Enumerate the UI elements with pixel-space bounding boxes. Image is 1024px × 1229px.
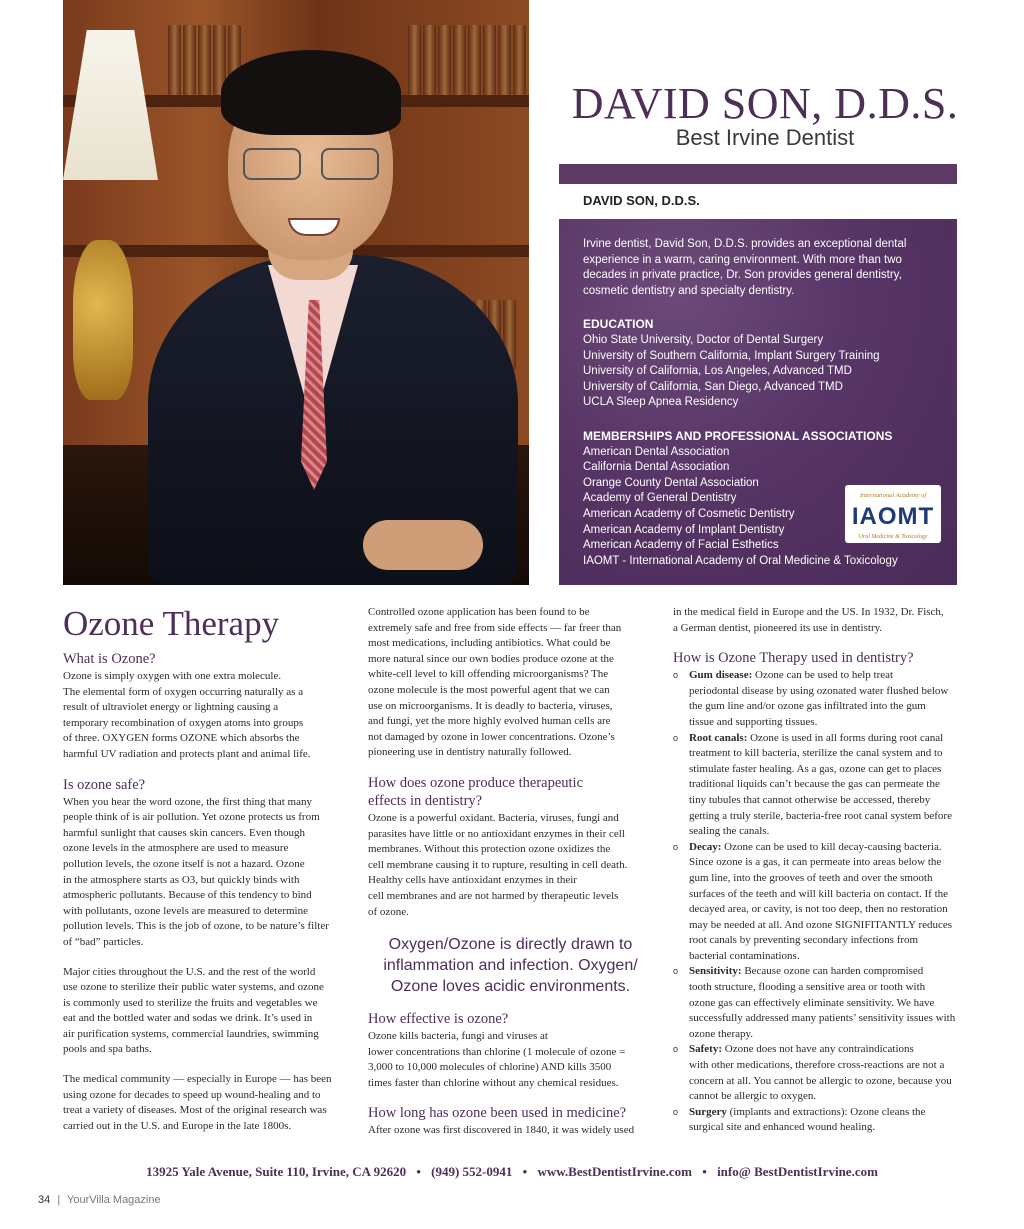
use-item-sensitivity (673, 964, 960, 1042)
use-text: Ozone can be used to help treat (752, 669, 894, 682)
spacer (63, 763, 348, 777)
spacer (63, 1058, 348, 1072)
use-label: Gum disease: (689, 669, 753, 682)
use-text: Ozone is used in all forms during root canal (747, 731, 944, 744)
use-text: sealing the canals. (689, 825, 770, 838)
use-text: getting a truly sterile, bacteria-free root canal system before (689, 809, 952, 822)
text-line: treat a variety of diseases. Most of the original research was (63, 1104, 327, 1117)
text-line: extremely safe and free from side effects — far freer than (368, 621, 622, 634)
membership-item: American Academy of Implant Dentistry (583, 523, 785, 536)
text-line: air purification systems, commercial laundries, swimming (63, 1027, 319, 1040)
text-line: times faster than chlorine without any chemical residues. (368, 1076, 619, 1089)
page-number: 34 (38, 1194, 51, 1206)
books-top-right (408, 25, 526, 95)
use-item-gum-disease (673, 668, 960, 730)
text-line: more natural since our own bodies produce ozone at the (368, 652, 614, 665)
hair (221, 50, 401, 135)
text-line: pioneering use in dentistry naturally followed. (368, 746, 572, 759)
text-line: ozone molecule is the most powerful agent that we can (368, 683, 610, 696)
use-label: Safety: (689, 1043, 722, 1056)
lamp-shade (63, 30, 158, 180)
use-text: stimulate faster healing. As a gas, ozone can get to places (689, 762, 942, 775)
text-line: The elemental form of oxygen occurring naturally as a (63, 685, 304, 698)
use-text: ozone therapy. (689, 1027, 754, 1040)
text-line: membranes. Without this protection ozone oxidizes the (368, 843, 611, 856)
pull-quote-line: Ozone loves acidic environments. (390, 978, 631, 996)
text-line: pools and spa baths. (63, 1043, 152, 1056)
text-line: Ozone is a powerful oxidant. Bacteria, viruses, fungi and (368, 811, 619, 824)
text-line: a German dentist, pioneered its use in dentistry. (673, 621, 883, 634)
use-label: Sensitivity: (689, 965, 742, 978)
article-column-3 (673, 605, 960, 1136)
text-line: is commonly used to sterilize the fruits and vegetables we (63, 996, 318, 1009)
text-line: Controlled ozone application has been found to be (368, 606, 590, 618)
memberships-heading: MEMBERSHIPS AND PROFESSIONAL ASSOCIATIONS (583, 428, 893, 443)
what-heading: What is Ozone? (63, 651, 156, 667)
text-line: white-cell level to kill offending microorganisms? The (368, 668, 609, 681)
footer-phone[interactable]: (949) 552-0941 (431, 1164, 513, 1179)
footer-separator: • (522, 1164, 528, 1179)
text-line: in the medical field in Europe and the US. In 1932, Dr. Fisch, (673, 606, 944, 618)
text-line: harmful sunlight that causes skin cancers. Even though (63, 826, 305, 839)
purple-band (559, 164, 957, 184)
bio-name: DAVID SON, D.D.S. (583, 193, 700, 208)
text-line: Ozone kills bacteria, fungi and viruses at (368, 1030, 548, 1043)
therapeutic-heading-line: How does ozone produce therapeutic (368, 774, 584, 791)
text-line: lower concentrations than chlorine (1 molecule of ozone = (368, 1045, 626, 1058)
use-text: Since ozone is a gas, it can permeate into areas below the (689, 856, 942, 869)
use-text: (implants and extractions): Ozone cleans the (726, 1105, 926, 1118)
education-item: Ohio State University, Doctor of Dental Surgery (583, 333, 824, 346)
use-text: decayed area, or cavity, is not too deep, then no restoration (689, 903, 948, 916)
use-text: periodontal disease by using ozonated water flushed below (689, 684, 949, 697)
use-text: the gum line and/or ozone gas infiltrated into the gum (689, 700, 926, 713)
therapeutic-heading-line: effects in dentistry? (368, 792, 483, 809)
use-label: Decay: (689, 840, 722, 853)
text-line: ozone levels in the atmosphere are used to measure (63, 842, 289, 855)
pull-quote-line: inflammation and infection. Oxygen/ (383, 957, 638, 975)
footer-website[interactable]: www.BestDentistIrvine.com (537, 1164, 692, 1179)
text-line: use on microorganisms. It is deadly to bacteria, viruses, (368, 699, 613, 712)
use-text: Because ozone can harden compromised (741, 965, 924, 978)
education-list (583, 333, 933, 411)
education-item: University of California, Los Angeles, Advanced TMD (583, 365, 852, 378)
footer-separator: • (702, 1164, 707, 1179)
glasses (243, 148, 383, 178)
article-column-1 (63, 605, 348, 1134)
use-text: ozone gas can effectively eliminate sensitivity. We have (689, 996, 935, 1009)
dentist-subtitle: Best Irvine Dentist (675, 125, 855, 150)
use-item-decay (673, 840, 960, 965)
use-label: Surgery (689, 1105, 727, 1118)
use-item-root-canals (673, 731, 960, 840)
article-title: Ozone Therapy (63, 604, 280, 643)
text-line: people think of is air pollution. Yet ozone protects us from (63, 811, 320, 824)
text-line: Healthy cells have antioxidant enzymes in their (368, 874, 577, 887)
history-heading: How long has ozone been used in medicine? (368, 1105, 627, 1122)
text-line: not damaged by ozone in lower concentrations. Ozone’s (368, 730, 615, 743)
article-column-2 (368, 605, 653, 1139)
use-text: tissue and supporting tissues. (689, 715, 818, 728)
footer-address: 13925 Yale Avenue, Suite 110, Irvine, CA 92620 (146, 1164, 407, 1179)
text-line: pollution levels. This is the job of ozone, to be nature’s filter (63, 920, 329, 933)
use-text: traditional liquids can’t because the gas can permeate the (689, 778, 940, 791)
text-line: and fungi, yet the more highly evolved human cells are (368, 715, 611, 728)
safe-heading: Is ozone safe? (63, 776, 146, 793)
text-line: in the atmosphere starts as O3, but quickly binds with (63, 873, 300, 886)
pull-quote-line: Oxygen/Ozone is directly drawn to (388, 936, 633, 954)
text-line: The medical community — especially in Europe — has been (63, 1073, 332, 1086)
education-item: University of Southern California, Implant Surgery Training (583, 349, 880, 362)
text-line: When you hear the word ozone, the first thing that many (63, 795, 312, 808)
text-line: Major cities throughout the U.S. and the rest of the world (63, 965, 316, 978)
text-line: parasites have little or no antioxidant enzymes in their cell (368, 827, 625, 840)
iaomt-logo-bottom: Oral Medicine & Toxicology (858, 533, 928, 540)
use-text: surfaces of the teeth and will kill bacteria on contact. If the (689, 887, 949, 900)
dentist-name-heading: DAVID SON, D.D.S. (571, 79, 959, 128)
text-line: most medications, including antibiotics. What could be (368, 637, 611, 650)
text-line: pollution levels, the ozone itself is not a hazard. Ozone (63, 857, 305, 870)
use-text: Ozone does not have any contraindications (722, 1043, 914, 1056)
spacer (63, 951, 348, 965)
text-line: After ozone was first discovered in 1840, it was widely used (368, 1124, 635, 1137)
spacer (368, 1091, 653, 1105)
use-text: successfully addressed many patients’ sensitivity issues with (689, 1012, 956, 1025)
text-line: eat and the bottled water and sodas we drink. It’s used in (63, 1012, 313, 1025)
use-text: root canals by preventing secondary infections from (689, 934, 919, 947)
hands (363, 520, 483, 570)
use-label: Root canals: (689, 731, 748, 744)
education-heading: EDUCATION (583, 317, 654, 332)
text-line: temporary recombination of oxygen atoms into groups (63, 716, 304, 729)
pull-quote (368, 934, 653, 997)
text-line: atmospheric pollutants. Because of this tendency to bind (63, 889, 312, 902)
membership-item: Orange County Dental Association (583, 476, 759, 489)
membership-item: American Dental Association (583, 445, 730, 458)
membership-item: Academy of General Dentistry (583, 492, 737, 505)
page-folio (38, 1194, 161, 1206)
text-line: use ozone to sterilize their public water systems, and ozone (63, 981, 324, 994)
uses-list (673, 668, 960, 1136)
use-item-surgery (673, 1105, 960, 1136)
membership-item: American Academy of Facial Esthetics (583, 539, 779, 552)
text-line: Ozone is simply oxygen with one extra molecule. (63, 670, 282, 682)
membership-item: IAOMT - International Academy of Oral Medicine & Toxicology (583, 554, 898, 567)
membership-item: American Academy of Cosmetic Dentistry (583, 507, 795, 520)
text-line: with pollutants, ozone levels are measured to determine (63, 904, 308, 917)
text-line: of ozone. (368, 905, 409, 918)
text-line: using ozone for decades to speed up wound-healing and to (63, 1088, 321, 1101)
education-item: UCLA Sleep Apnea Residency (583, 396, 739, 409)
use-text: bacterial contaminations. (689, 949, 800, 962)
spacer (673, 636, 960, 650)
bio-intro: Irvine dentist, David Son, D.D.S. provides an exceptional dental experience in a warm, caring environment. With more than two decades in private practice, Dr. Son provides general dentistry, cosmetic dentistry and specialty dentistry. (583, 238, 907, 297)
use-text: gum line, into the grooves of teeth and over the smooth (689, 871, 933, 884)
footer-separator: • (416, 1164, 421, 1179)
use-text: tooth structure, flooding a sensitive area or tooth with (689, 981, 926, 994)
text-line: of “bad” particles. (63, 935, 144, 948)
iaomt-logo-mark: IAOMT (851, 502, 935, 530)
footer-email[interactable]: info@ BestDentistIrvine.com (717, 1164, 878, 1179)
dentistry-heading: How is Ozone Therapy used in dentistry? (673, 650, 914, 667)
text-line: cell membranes and are not harmed by therapeutic levels (368, 889, 619, 902)
lamp-base (73, 240, 133, 400)
use-text: Ozone can be used to kill decay-causing bacteria. (721, 840, 942, 853)
text-line: carried out in the U.S. and Europe in the late 1800s. (63, 1119, 292, 1132)
use-text: surgical site and enhanced wound healing. (689, 1121, 876, 1134)
iaomt-logo (845, 485, 941, 543)
folio-divider: | (57, 1194, 61, 1206)
use-text: tiny tubules that cannot otherwise be accessed, thereby (689, 793, 931, 806)
bio-panel (559, 219, 957, 585)
text-line: harmful UV radiation and protects plant and animal life. (63, 747, 311, 760)
membership-item: California Dental Association (583, 461, 730, 474)
publication-name: YourVilla Magazine (67, 1194, 161, 1206)
use-text: cannot be allergic to oxygen. (689, 1090, 817, 1103)
effective-heading: How effective is ozone? (368, 1011, 509, 1028)
text-line: result of ultraviolet energy or lightning causing a (63, 701, 279, 714)
use-text: with other medications, therefore cross-reactions are not a (689, 1059, 945, 1072)
use-text: concern at all. You cannot be allergic to ozone, because you (689, 1074, 952, 1087)
text-line: of three. OXYGEN forms OZONE which absorbs the (63, 732, 300, 745)
text-line: cell membrane causing it to rupture, resulting in cell death. (368, 858, 628, 871)
use-item-safety (673, 1042, 960, 1104)
education-item: University of California, San Diego, Advanced TMD (583, 380, 843, 393)
iaomt-logo-top: International Academy of (859, 492, 927, 499)
spacer (368, 761, 653, 775)
contact-footer (0, 1164, 1024, 1180)
text-line: 3,000 to 10,000 molecules of chlorine) AND kills 3500 (368, 1061, 612, 1074)
portrait-photo (63, 0, 529, 585)
use-text: may be needed at all. And ozone SIGNIFITANTLY reduces (689, 918, 953, 931)
use-text: treatment to kill bacteria, sterilize the canal system and to (689, 747, 943, 760)
